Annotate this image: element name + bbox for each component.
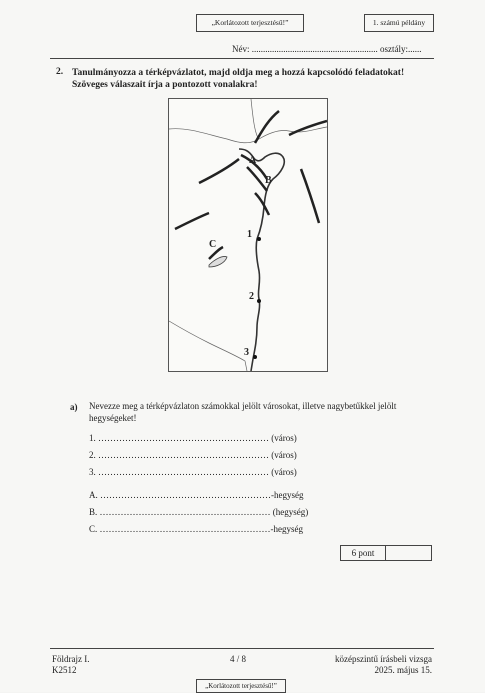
answer-line-mountain-b[interactable]: B. ………………………………………………… (hegység) bbox=[89, 507, 309, 517]
footer-divider bbox=[50, 648, 434, 649]
exam-date: 2025. május 15. bbox=[374, 665, 432, 675]
restricted-distribution-footer-box: „Korlátozott terjesztésű!” bbox=[196, 679, 286, 693]
border-line-south bbox=[169, 321, 247, 371]
question-number: 2. bbox=[56, 67, 64, 77]
answer-line-mountain-c[interactable]: C. …………………………………………………-hegység bbox=[89, 524, 303, 534]
answer-line-city-2[interactable]: 2. ………………………………………………… (város) bbox=[89, 450, 297, 460]
footer-subject bbox=[52, 654, 90, 676]
subquestion-text: Nevezze meg a térképvázlaton számokkal jelölt városokat, illetve nagybetűkkel jelölt hegységeket! bbox=[89, 401, 397, 423]
mountain-range-b bbox=[247, 167, 267, 191]
city-3-dot bbox=[253, 355, 257, 359]
answer-line-mountain-a[interactable]: A. …………………………………………………-hegység bbox=[89, 490, 304, 500]
copy-number-box: 1. számú példány bbox=[364, 14, 434, 32]
city-1-dot bbox=[257, 237, 261, 241]
city-2-dot bbox=[257, 299, 261, 303]
score-label: 6 pont bbox=[341, 546, 386, 560]
header-divider bbox=[50, 58, 434, 59]
border-line-top bbox=[251, 99, 259, 139]
mountain-label-b: B bbox=[265, 175, 272, 186]
score-box bbox=[340, 545, 432, 561]
mountain-range-b-south bbox=[255, 193, 269, 215]
answer-line-city-1[interactable]: 1. ………………………………………………… (város) bbox=[89, 433, 297, 443]
exam-type: középszintű írásbeli vizsga bbox=[335, 654, 432, 664]
sketch-map bbox=[168, 98, 328, 372]
mountain-range-southwest bbox=[175, 213, 209, 229]
footer-exam-info bbox=[320, 654, 432, 676]
mountain-range-east bbox=[301, 169, 319, 223]
mountain-label-a: A bbox=[249, 155, 257, 166]
city-label-1: 1 bbox=[247, 229, 252, 240]
restricted-distribution-box: „Korlátozott terjesztésű!” bbox=[196, 14, 304, 32]
page-number: 4 / 8 bbox=[230, 654, 247, 664]
subject-name: Földrajz I. bbox=[52, 654, 90, 664]
name-class-line: Név: ........................................................ osztály:...... bbox=[232, 44, 422, 54]
mountain-label-c: C bbox=[209, 239, 217, 250]
city-label-3: 3 bbox=[244, 347, 249, 358]
exam-code: K2512 bbox=[52, 665, 77, 675]
question-instruction: Tanulmányozza a térképvázlatot, majd oldja meg a hozzá kapcsolódó feladatokat! Szöveges válaszait írja a pontozott vonalakra! bbox=[72, 68, 405, 90]
mountain-range-west bbox=[199, 159, 239, 183]
answer-line-city-3[interactable]: 3. ………………………………………………… (város) bbox=[89, 467, 297, 477]
mountain-range-north bbox=[255, 111, 279, 143]
map-drawing bbox=[169, 99, 327, 371]
subquestion-label: a) bbox=[70, 402, 78, 412]
city-label-2: 2 bbox=[249, 291, 254, 302]
